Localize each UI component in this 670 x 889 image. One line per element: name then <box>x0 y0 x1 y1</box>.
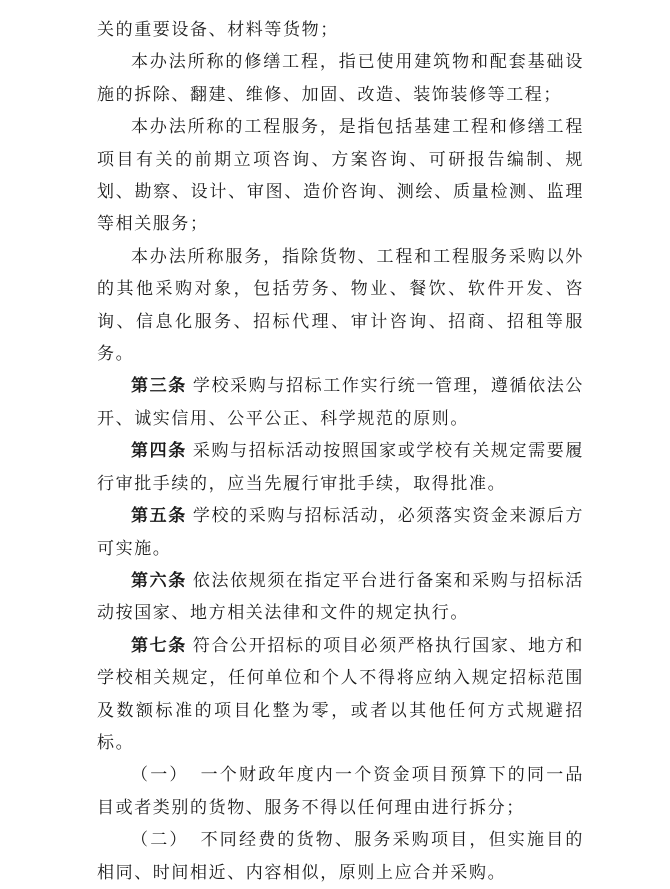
article-3 <box>97 370 584 435</box>
list-item-2 <box>97 824 584 889</box>
article-6 <box>97 565 584 630</box>
article-text: 学校的采购与招标活动，必须落实资金来源后方可实施。 <box>97 506 584 559</box>
paragraph-text: 本办法所称的修缮工程，指已使用建筑物和配套基础设施的拆除、翻建、维修、加固、改造、装饰装修等工程； <box>97 52 584 105</box>
list-item-marker: （二） <box>131 830 189 851</box>
paragraph-text: 本办法所称的工程服务，是指包括基建工程和修缮工程项目有关的前期立项咨询、方案咨询、可研报告编制、规划、勘察、设计、审图、造价咨询、测绘、质量检测、监理等相关服务； <box>97 117 584 235</box>
paragraph-repair-works <box>97 46 584 111</box>
paragraph-text: 关的重要设备、材料等货物； <box>97 20 339 40</box>
list-item-text: 一个财政年度内一个资金项目预算下的同一品目或者类别的货物、服务不得以任何理由进行拆分； <box>97 765 584 818</box>
article-text: 依法依规须在指定平台进行备案和采购与招标活动按国家、地方相关法律和文件的规定执行。 <box>97 570 584 624</box>
paragraph-text: 本办法所称服务，指除货物、工程和工程服务采购以外的其他采购对象，包括劳务、物业、餐饮、软件开发、咨询、信息化服务、招标代理、审计咨询、招商、招租等服务。 <box>97 246 584 365</box>
article-label: 第七条 <box>131 635 187 656</box>
list-item-text: 不同经费的货物、服务采购项目，但实施目的相同、时间相近、内容相似，原则上应合并采购。 <box>97 830 584 883</box>
article-text: 采购与招标活动按照国家或学校有关规定需要履行审批手续的，应当先履行审批手续，取得批准。 <box>97 441 584 494</box>
article-label: 第四条 <box>131 441 187 462</box>
article-label: 第五条 <box>131 506 187 527</box>
article-label: 第六条 <box>131 570 187 591</box>
list-item-marker: （一） <box>131 765 189 786</box>
article-5 <box>97 500 584 565</box>
list-item-1 <box>97 759 584 824</box>
article-7 <box>97 630 584 760</box>
article-4 <box>97 435 584 500</box>
paragraph-engineering-services <box>97 111 584 241</box>
paragraph-services <box>97 241 584 371</box>
article-text: 符合公开招标的项目必须严格执行国家、地方和学校相关规定，任何单位和个人不得将应纳入规定招标范围及数额标准的项目化整为零，或者以其他任何方式规避招标。 <box>97 635 584 753</box>
paragraph-goods-continuation <box>97 14 584 46</box>
article-label: 第三条 <box>131 376 187 397</box>
article-text: 学校采购与招标工作实行统一管理，遵循依法公开、诚实信用、公平公正、科学规范的原则。 <box>97 376 584 429</box>
